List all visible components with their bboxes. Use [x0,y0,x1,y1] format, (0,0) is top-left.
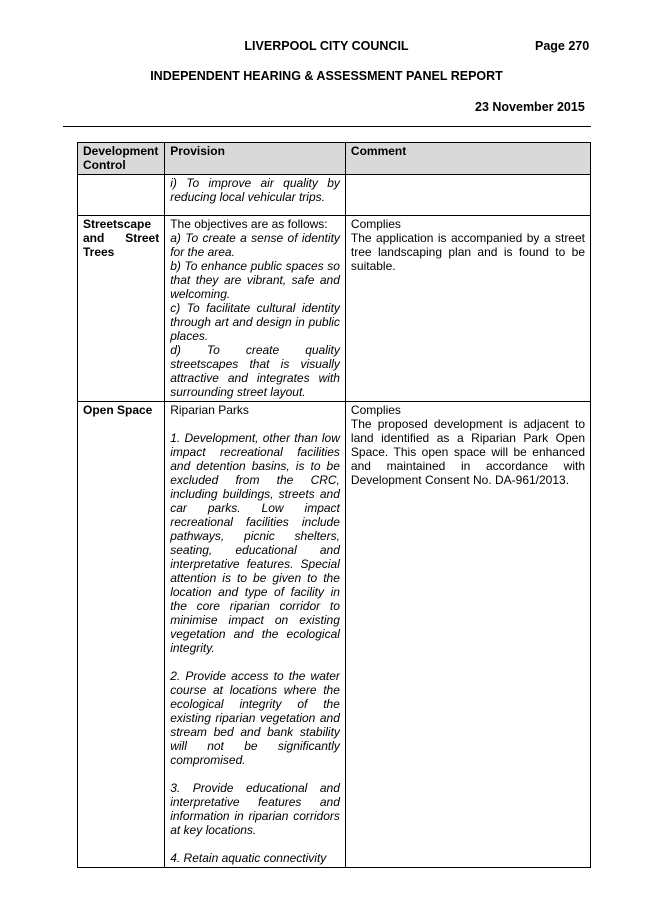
column-header-control: Development Control [78,143,165,175]
comment-cell [345,402,590,868]
provision-cell [165,402,346,868]
report-date: 23 November 2015 [475,100,585,114]
comment-cell [345,216,590,402]
assessment-table [77,142,591,868]
comment-status: Complies [350,403,401,417]
provision-item: 2. Provide access to the water course at locations where the ecological integrity of the existing riparian vegetation and stream bed and bank stability will not be significantly compromised. [170,669,340,767]
table-row [78,216,591,402]
provision-item: 1. Development, other than low impact recreational facilities and detention basins, is to be excluded from the CRC, including buildings, streets and car parks. Low impact recreational facilities include pathways, picnic shelters, seating, educational and interpretative features. Special attention is to be given to the location and type of facility in the core riparian corridor to minimise impact on existing vegetation and the ecological integrity. [170,431,340,655]
report-title: INDEPENDENT HEARING & ASSESSMENT PANEL REPORT [150,69,503,83]
comment-text: The proposed development is adjacent to land identified as a Riparian Park Open Space. This open space will be enhanced and maintained in accordance with Development Consent No. DA-961/2013. [350,417,585,487]
table-row [78,402,591,868]
control-cell: Streetscape and Street Trees [78,216,165,402]
table-header-row [78,143,591,175]
provision-heading: Riparian Parks [170,403,249,417]
provision-item: b) To enhance public spaces so that they are vibrant, safe and welcoming. [170,259,340,301]
provision-item: 4. Retain aquatic connectivity [170,851,327,865]
control-cell [78,175,165,216]
provision-item: 3. Provide educational and interpretative features and information in riparian corridors at key locations. [170,781,340,837]
provision-item: a) To create a sense of identity for the area. [170,231,340,259]
comment-status: Complies [350,217,401,231]
provision-cell [165,216,346,402]
page-number: Page 270 [535,39,590,53]
column-header-provision: Provision [165,143,346,175]
table-row [78,175,591,216]
comment-text: The application is accompanied by a street tree landscaping plan and is found to be suitable. [350,231,585,273]
header-divider [63,126,591,127]
provision-item: d) To create quality streetscapes that is visually attractive and integrates with surrounding street layout. [170,343,340,399]
provision-cell: i) To improve air quality by reducing local vehicular trips. [165,175,346,216]
provision-item: c) To facilitate cultural identity through art and design in public places. [170,301,340,343]
column-header-comment: Comment [345,143,590,175]
council-name: LIVERPOOL CITY COUNCIL [244,39,409,53]
provision-intro: The objectives are as follows: [170,217,328,231]
control-cell: Open Space [78,402,165,868]
comment-cell [345,175,590,216]
